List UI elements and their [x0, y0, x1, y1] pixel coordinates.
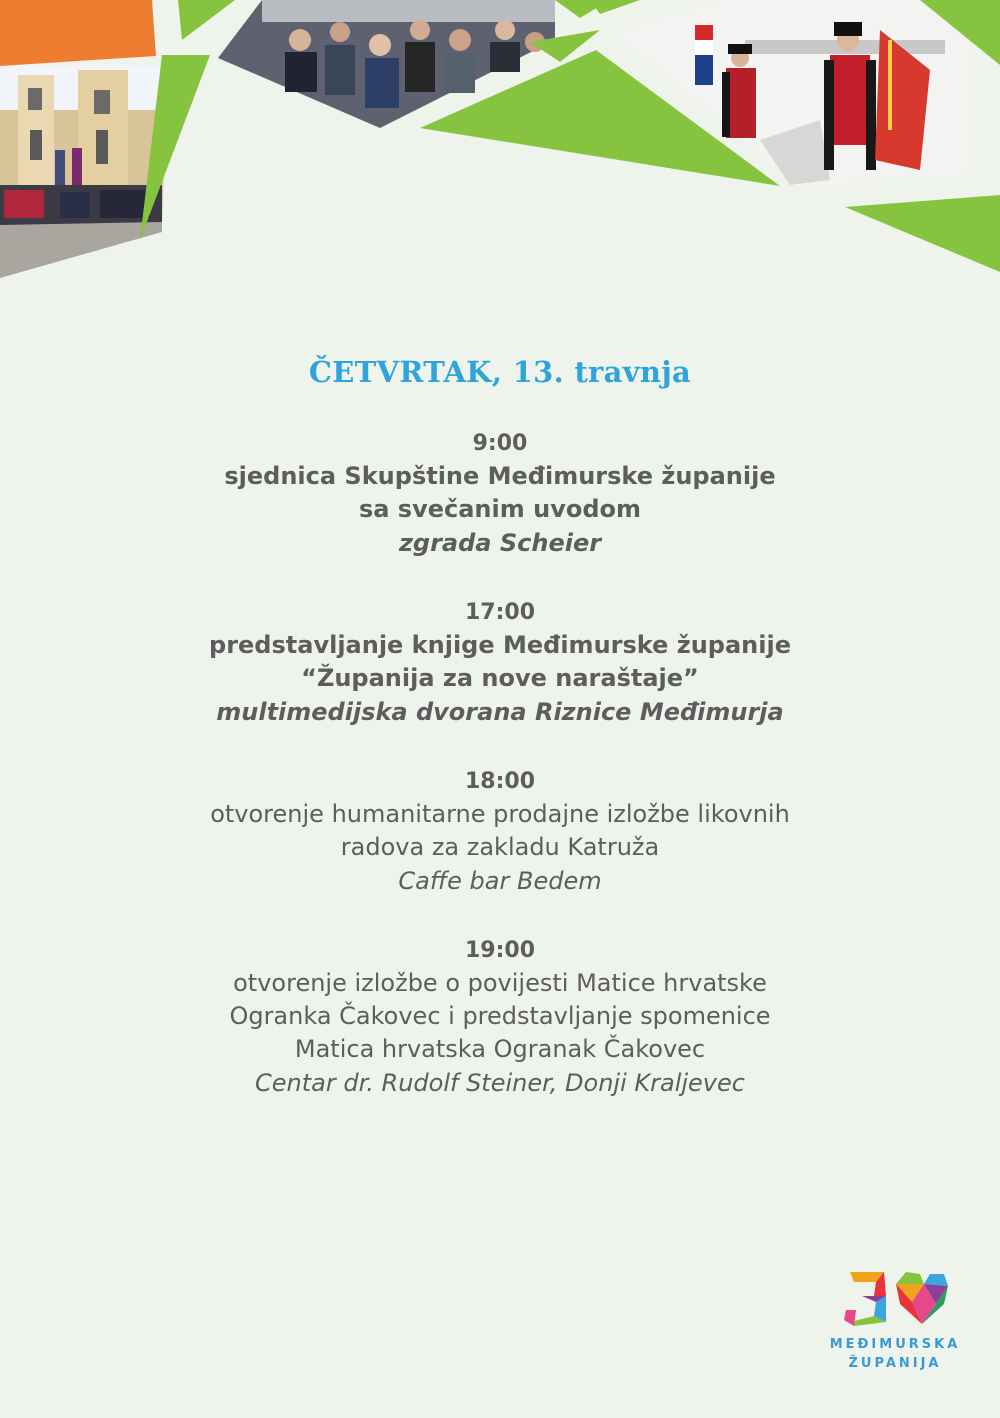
- event-title: Ogranka Čakovec i predstavljanje spomenice: [229, 1002, 771, 1030]
- event-title: radova za zakladu Katruža: [340, 833, 660, 861]
- event-title: otvorenje humanitarne prodajne izložbe likovnih: [210, 800, 790, 828]
- event-title: predstavljanje knjige Međimurske županije: [209, 631, 791, 659]
- event-time: 9:00: [472, 431, 528, 456]
- event-title: otvorenje izložbe o povijesti Matice hrvatske: [233, 969, 767, 997]
- event-item: [0, 596, 1000, 729]
- event-item: [0, 427, 1000, 560]
- logo-line-1: MEĐIMURSKA: [829, 1337, 961, 1352]
- event-item: [0, 934, 1000, 1100]
- church-square-photo: [0, 66, 168, 278]
- day-heading: ČETVRTAK, 13. travnja: [308, 355, 692, 389]
- orange-triangle: [0, 0, 156, 66]
- county-logo: [820, 1268, 970, 1372]
- event-venue: multimedijska dvorana Riznice Međimurja: [216, 698, 784, 726]
- logo-line-2: ŽUPANIJA: [848, 1356, 942, 1371]
- green-triangle: [845, 195, 1000, 272]
- event-venue: zgrada Scheier: [398, 529, 602, 557]
- event-venue: Caffe bar Bedem: [398, 867, 602, 895]
- event-venue: Centar dr. Rudolf Steiner, Donji Kraljevec: [255, 1069, 745, 1097]
- event-title: Matica hrvatska Ogranak Čakovec: [294, 1035, 706, 1063]
- event-title: sjednica Skupštine Međimurske županije: [224, 462, 776, 490]
- event-time: 19:00: [464, 938, 536, 963]
- event-item: [0, 765, 1000, 898]
- event-title: “Županija za nove naraštaje”: [301, 664, 699, 692]
- event-time: 17:00: [464, 600, 536, 625]
- program-content: [0, 355, 1000, 1136]
- thirty-heart-logo-icon: [840, 1268, 950, 1330]
- event-time: 18:00: [464, 769, 536, 794]
- green-triangle: [178, 0, 235, 40]
- event-title: sa svečanim uvodom: [358, 495, 642, 523]
- green-triangle: [590, 0, 640, 14]
- photo-banner: [0, 0, 1000, 290]
